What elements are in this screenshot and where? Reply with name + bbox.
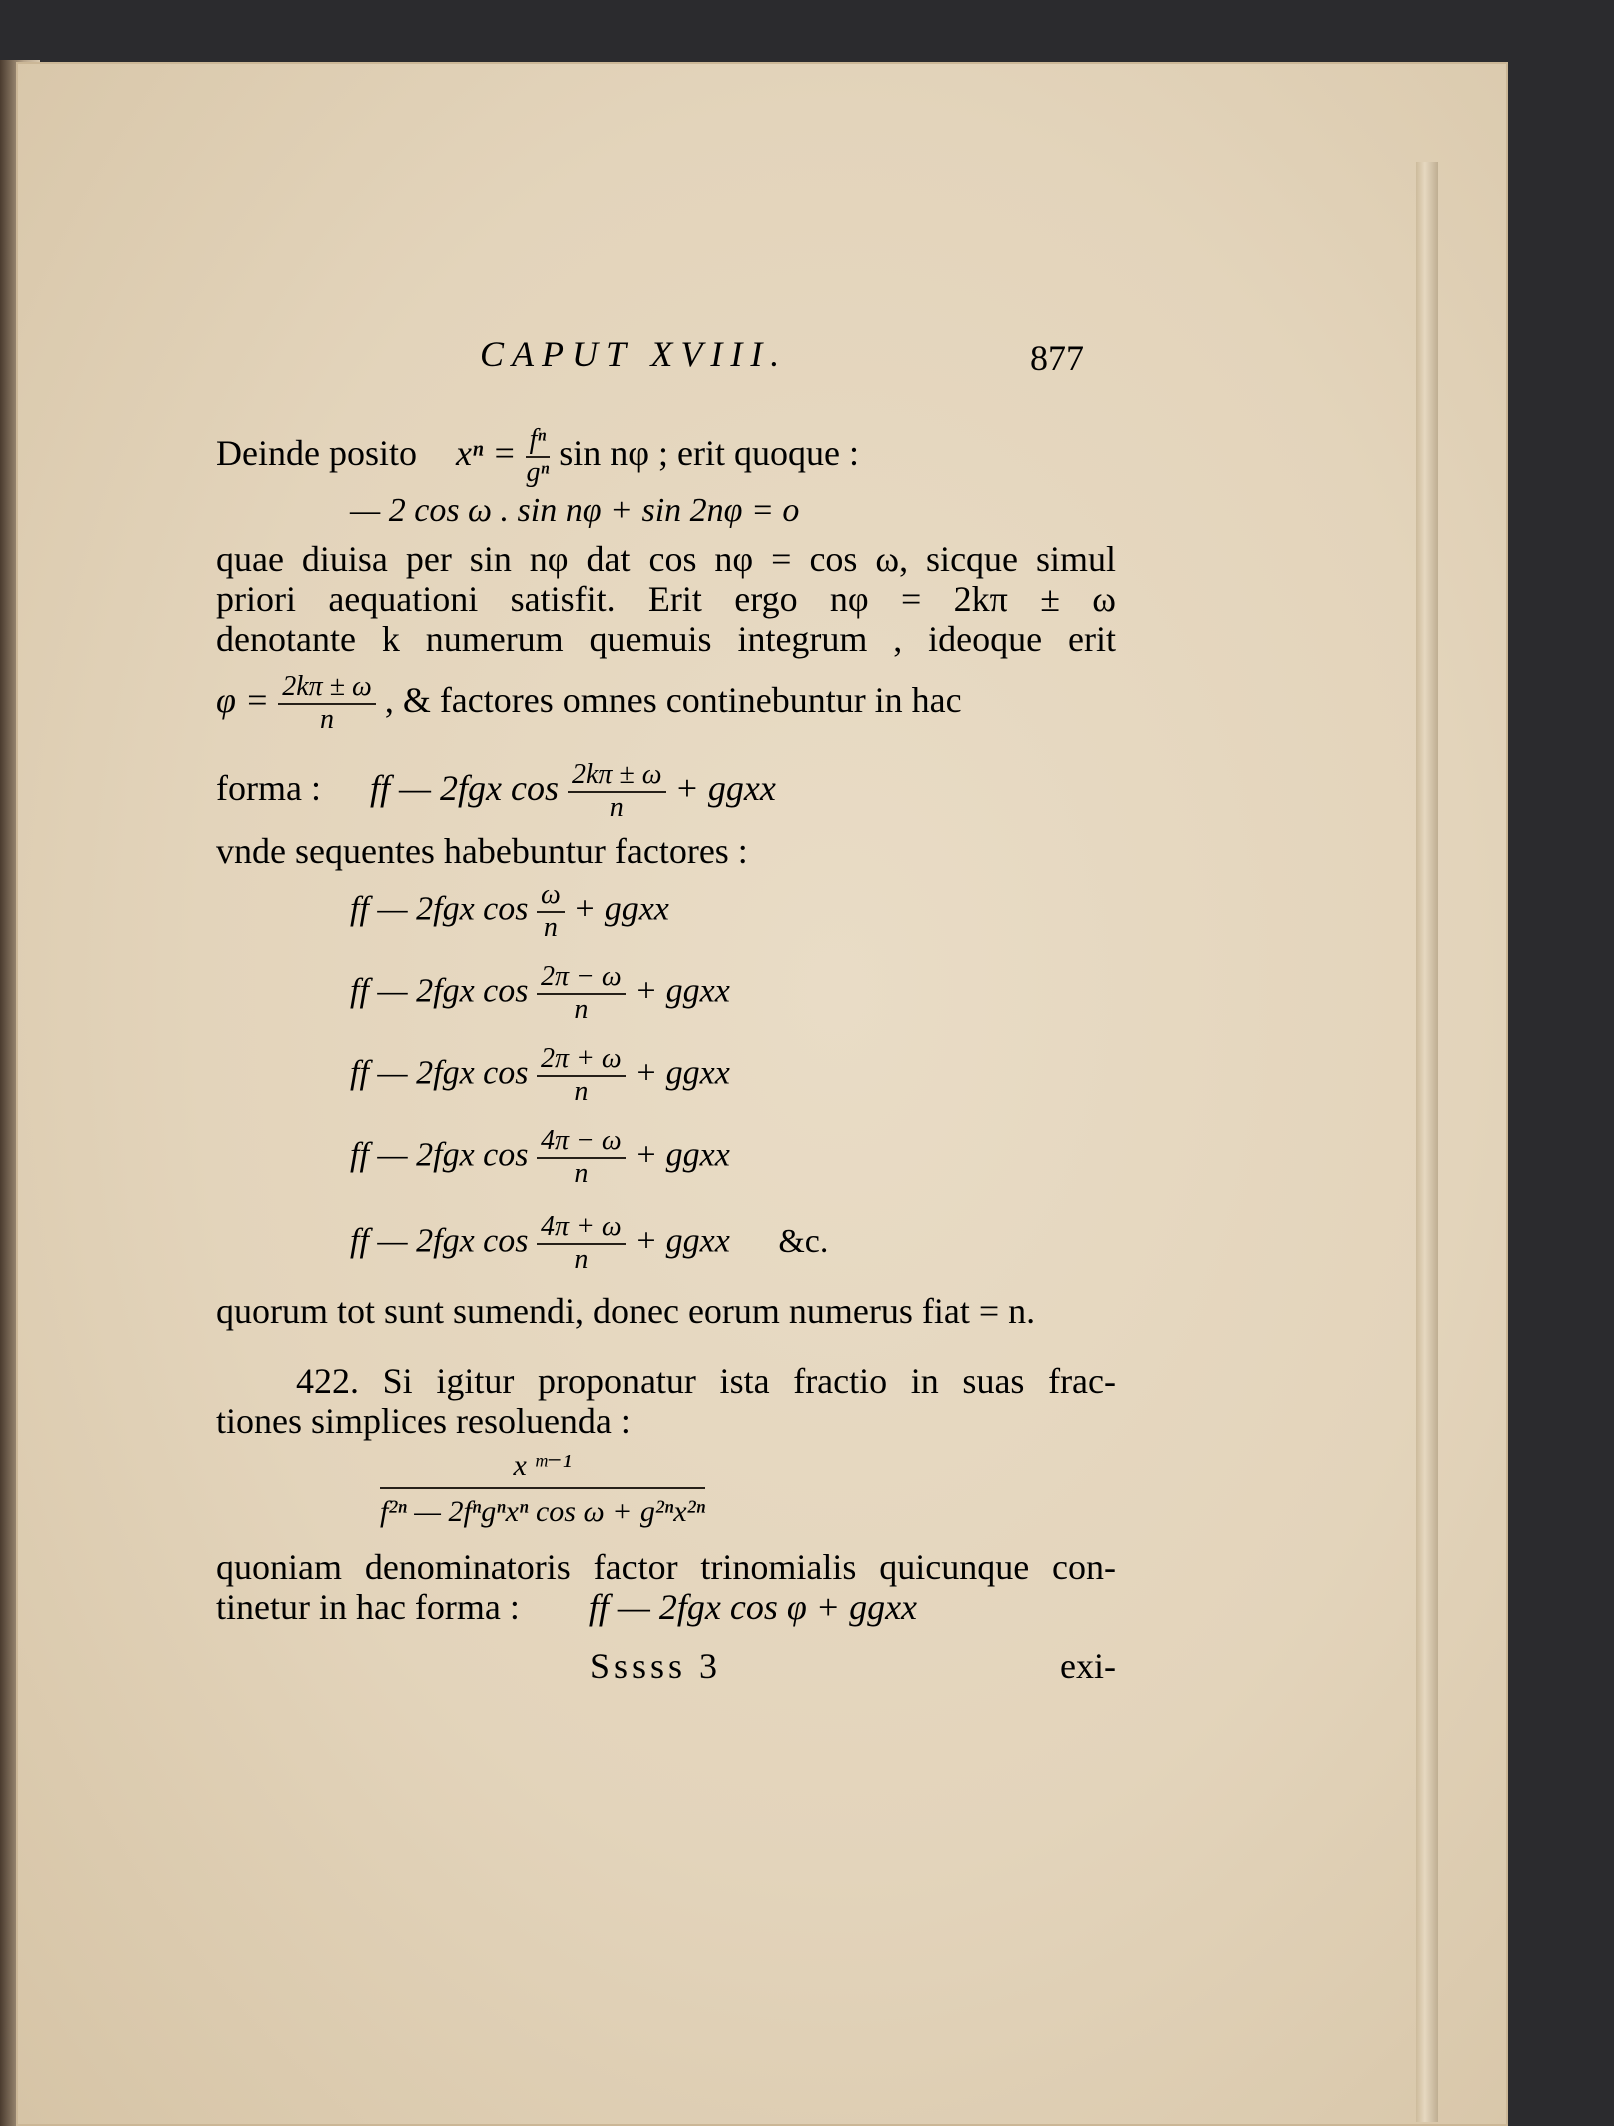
big-fraction: [380, 1448, 705, 1529]
factor-5-fraction: [537, 1212, 626, 1276]
factor-1-b: + ggxx: [573, 890, 669, 928]
factor-5: [350, 1212, 828, 1276]
text-line-4: priori aequationi satisfit. Erit ergo nφ = 2kπ ± ω: [216, 579, 1116, 619]
factor-1-den: n: [543, 911, 558, 943]
line6-frac-den: n: [320, 703, 335, 735]
factor-4-fraction: [537, 1126, 626, 1190]
line1-frac-num: fⁿ: [526, 425, 551, 458]
equation-1: — 2 cos ω . sin nφ + sin 2nφ = o: [350, 492, 800, 529]
page-edge: [1416, 162, 1438, 2122]
line1-prefix: Deinde posito: [216, 433, 417, 474]
factor-1-a: ff — 2fgx cos: [350, 890, 529, 928]
line1-frac-den: gⁿ: [526, 456, 550, 488]
text-line-7: [216, 760, 1116, 824]
paragraph-422-line-1: 422. Si igitur proponatur ista fractio in suas frac-: [296, 1361, 1116, 1401]
factor-3: [350, 1044, 770, 1108]
page-number: 877: [1030, 338, 1084, 378]
factor-3-b: + ggxx: [634, 1054, 730, 1092]
text-line-5: denotante k numerum quemuis integrum , ideoque erit: [216, 619, 1116, 659]
line1-fraction: [526, 425, 551, 489]
text-line-18: [216, 1586, 1116, 1628]
line1-lhs: xⁿ =: [455, 433, 517, 474]
line6-suffix: , & factores omnes continebuntur in hac: [384, 680, 962, 721]
big-frac-den: f²ⁿ — 2fⁿgⁿxⁿ cos ω + g²ⁿx²ⁿ: [380, 1495, 706, 1528]
factor-2: [350, 962, 770, 1026]
line6-fraction: [278, 672, 376, 736]
factor-4: [350, 1126, 770, 1190]
factor-4-b: + ggxx: [634, 1136, 730, 1174]
line7-prefix: forma :: [216, 768, 321, 809]
factor-5-b: + ggxx: [634, 1222, 730, 1260]
line18-prefix: tinetur in hac forma :: [216, 1587, 520, 1627]
factor-2-den: n: [574, 993, 589, 1025]
factor-2-b: + ggxx: [634, 972, 730, 1010]
big-frac-num: x ᵐ⁻¹: [380, 1448, 705, 1489]
line18-eq: ff — 2fgx cos φ + ggxx: [588, 1587, 918, 1627]
text-line-1: [216, 425, 1116, 489]
factor-4-a: ff — 2fgx cos: [350, 1136, 529, 1174]
factor-5-num: 4π + ω: [537, 1212, 626, 1245]
factor-5-a: ff — 2fgx cos: [350, 1222, 529, 1260]
line7-frac-den: n: [609, 791, 624, 823]
text-line-14: quorum tot sunt sumendi, donec eorum numerus fiat = n.: [216, 1291, 1036, 1331]
factor-3-num: 2π + ω: [537, 1044, 626, 1077]
factor-2-fraction: [537, 962, 626, 1026]
line7-a: ff — 2fgx cos: [369, 768, 559, 809]
factor-3-den: n: [574, 1075, 589, 1107]
catchword: exi-: [1060, 1646, 1116, 1686]
text-line-17: quoniam denominatoris factor trinomialis quicunque con-: [216, 1547, 1116, 1587]
text-line-8: vnde sequentes habebuntur factores :: [216, 831, 748, 871]
factor-5-den: n: [574, 1243, 589, 1275]
signature-mark: Sssss 3: [590, 1646, 722, 1686]
line1-suffix: sin nφ ; erit quoque :: [559, 433, 859, 474]
line6-frac-num: 2kπ ± ω: [278, 672, 376, 705]
line6-lhs: φ =: [216, 680, 270, 721]
factor-3-a: ff — 2fgx cos: [350, 1054, 529, 1092]
factor-2-a: ff — 2fgx cos: [350, 972, 529, 1010]
paragraph-422-line-2: tiones simplices resoluenda :: [216, 1401, 631, 1441]
factor-1-num: ω: [537, 880, 565, 913]
factor-3-fraction: [537, 1044, 626, 1108]
factor-4-num: 4π − ω: [537, 1126, 626, 1159]
factor-5-tail: &c.: [778, 1222, 829, 1260]
factor-2-num: 2π − ω: [537, 962, 626, 995]
factor-4-den: n: [574, 1157, 589, 1189]
text-line-6: [216, 672, 1116, 736]
factor-1: [350, 880, 709, 944]
text-line-3: quae diuisa per sin nφ dat cos nφ = cos ω, sicque simul: [216, 539, 1116, 579]
running-title: CAPUT XVIII.: [480, 334, 788, 374]
line7-fraction: [568, 760, 666, 824]
line7-b: + ggxx: [674, 768, 776, 809]
line7-frac-num: 2kπ ± ω: [568, 760, 666, 793]
factor-1-fraction: [537, 880, 565, 944]
